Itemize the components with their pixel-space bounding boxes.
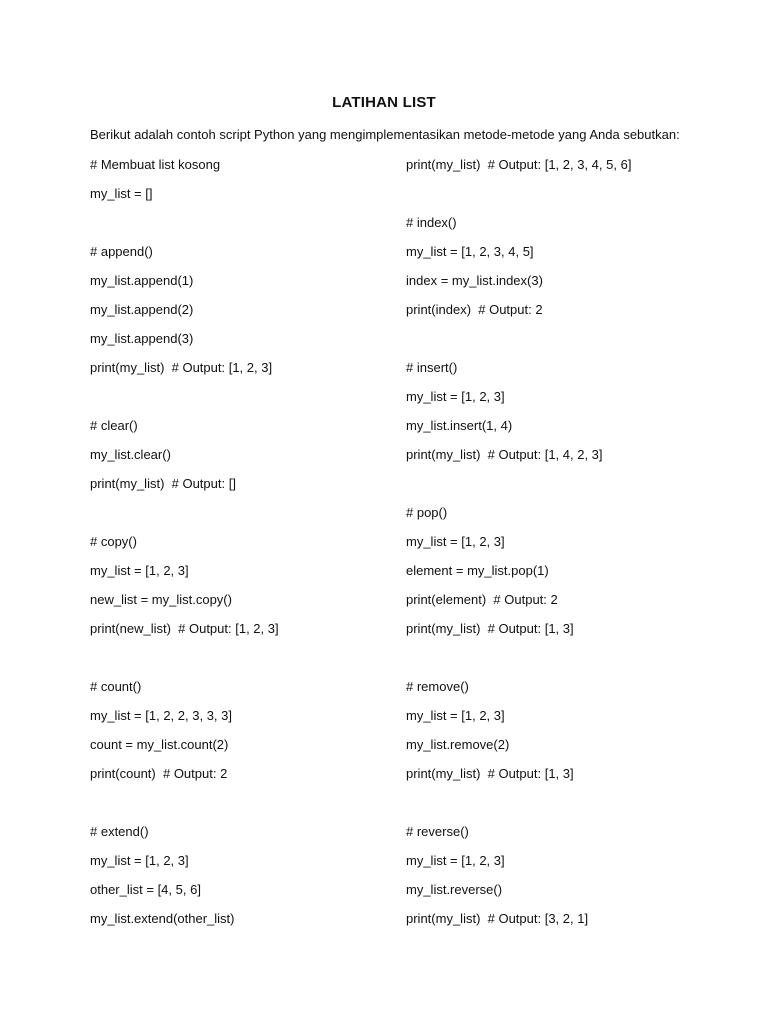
code-line: my_list = [1, 2, 3] (406, 853, 505, 868)
code-line: # index() (406, 215, 457, 230)
code-line: print(my_list) # Output: [] (90, 476, 236, 491)
blank-line (406, 475, 631, 504)
code-line: count = my_list.count(2) (90, 737, 229, 752)
code-line: print(my_list) # Output: [3, 2, 1] (406, 911, 589, 926)
code-line: print(my_list) # Output: [1, 2, 3] (90, 360, 273, 375)
code-line: # append() (90, 244, 153, 259)
code-line: my_list = [1, 2, 3] (406, 389, 505, 404)
code-line: # count() (90, 679, 142, 694)
code-line: my_list.append(1) (90, 273, 194, 288)
code-line: index = my_list.index(3) (406, 273, 543, 288)
code-line: # remove() (406, 679, 469, 694)
code-line: element = my_list.pop(1) (406, 563, 549, 578)
code-line: print(my_list) # Output: [1, 2, 3, 4, 5, 6] (406, 157, 632, 172)
code-line: my_list = [] (90, 186, 153, 201)
code-line: print(new_list) # Output: [1, 2, 3] (90, 621, 279, 636)
code-line: my_list.remove(2) (406, 737, 510, 752)
code-line: my_list.clear() (90, 447, 171, 462)
code-line: my_list = [1, 2, 3] (90, 563, 189, 578)
code-line: # insert() (406, 360, 458, 375)
code-line: # pop() (406, 505, 448, 520)
code-line: my_list = [1, 2, 3, 4, 5] (406, 244, 534, 259)
code-line: my_list.extend(other_list) (90, 911, 235, 926)
right-code-column (406, 156, 631, 939)
blank-line (406, 330, 631, 359)
code-line: my_list = [1, 2, 3] (406, 708, 505, 723)
code-line: my_list.insert(1, 4) (406, 418, 513, 433)
code-line: my_list.append(3) (90, 331, 194, 346)
code-line: print(count) # Output: 2 (90, 766, 228, 781)
code-line: my_list.append(2) (90, 302, 194, 317)
code-line: print(my_list) # Output: [1, 3] (406, 766, 574, 781)
code-line: print(my_list) # Output: [1, 4, 2, 3] (406, 447, 603, 462)
blank-line (90, 214, 279, 243)
blank-line (406, 794, 631, 823)
code-line: # extend() (90, 824, 149, 839)
blank-line (90, 794, 279, 823)
code-line: # Membuat list kosong (90, 157, 221, 172)
code-line: new_list = my_list.copy() (90, 592, 232, 607)
code-line: my_list = [1, 2, 3] (90, 853, 189, 868)
blank-line (90, 388, 279, 417)
code-line: other_list = [4, 5, 6] (90, 882, 201, 897)
code-line: # clear() (90, 418, 138, 433)
left-code-column (90, 156, 279, 939)
code-line: my_list = [1, 2, 3] (406, 534, 505, 549)
code-line: # reverse() (406, 824, 469, 839)
code-line: print(index) # Output: 2 (406, 302, 543, 317)
page-title: LATIHAN LIST (332, 94, 436, 111)
blank-line (406, 649, 631, 678)
intro-paragraph: Berikut adalah contoh script Python yang mengimplementasikan metode-metode yang Anda sebutkan: (90, 127, 680, 142)
code-line: print(my_list) # Output: [1, 3] (406, 621, 574, 636)
code-line: print(element) # Output: 2 (406, 592, 558, 607)
code-line: # copy() (90, 534, 137, 549)
code-line: my_list.reverse() (406, 882, 503, 897)
blank-line (406, 185, 631, 214)
blank-line (90, 649, 279, 678)
blank-line (90, 504, 279, 533)
code-line: my_list = [1, 2, 2, 3, 3, 3] (90, 708, 232, 723)
